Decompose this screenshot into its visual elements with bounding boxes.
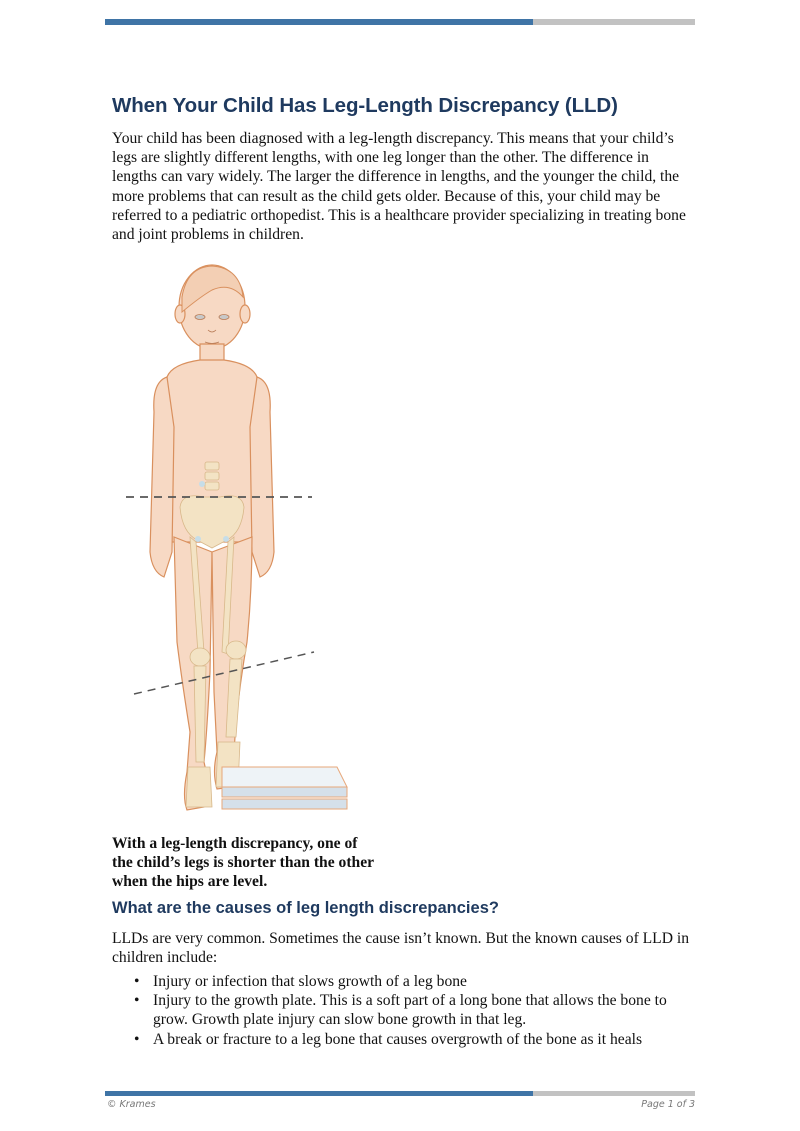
list-item: • Injury or infection that slows growth of a leg bone (153, 972, 697, 991)
footer-bar-filled (105, 1091, 533, 1096)
causes-list (112, 972, 697, 1049)
intro-paragraph: Your child has been diagnosed with a leg-length discrepancy. This means that your child’s legs are slightly different lengths, with one leg longer than the other. The difference in lengths can vary widely. The larger the difference in lengths, and the younger the child, the more problems that can result as the child gets older. Because of this, your child may be referred to a pediatric orthopedist. This is a healthcare provider specializing in treating bone and joint problems in children. (112, 130, 686, 244)
page-title: When Your Child Has Leg-Length Discrepancy (LLD) (112, 94, 618, 117)
figure-caption: With a leg-length discrepancy, one of the child’s legs is shorter than the other when the hips are level. (112, 835, 374, 890)
footer-progress-bar (105, 1091, 695, 1096)
section-heading-causes: What are the causes of leg length discrepancies? (112, 899, 499, 917)
page-number: Page 1 of 3 (641, 1099, 695, 1110)
copyright-text: © Krames (107, 1099, 156, 1110)
page-footer (107, 1099, 695, 1110)
footer-bar-empty (533, 1091, 695, 1096)
causes-intro-paragraph: LLDs are very common. Sometimes the cause isn’t known. But the known causes of LLD in children include: (112, 930, 689, 967)
list-item: • A break or fracture to a leg bone that causes overgrowth of the bone as it heals (153, 1030, 697, 1049)
child-lld-illustration (112, 252, 362, 822)
header-progress-bar (105, 19, 695, 25)
header-bar-empty (533, 19, 695, 25)
header-bar-filled (105, 19, 533, 25)
list-item: • Injury to the growth plate. This is a soft part of a long bone that allows the bone to grow. Growth plate injury can slow bone growth in that leg. (153, 991, 697, 1029)
